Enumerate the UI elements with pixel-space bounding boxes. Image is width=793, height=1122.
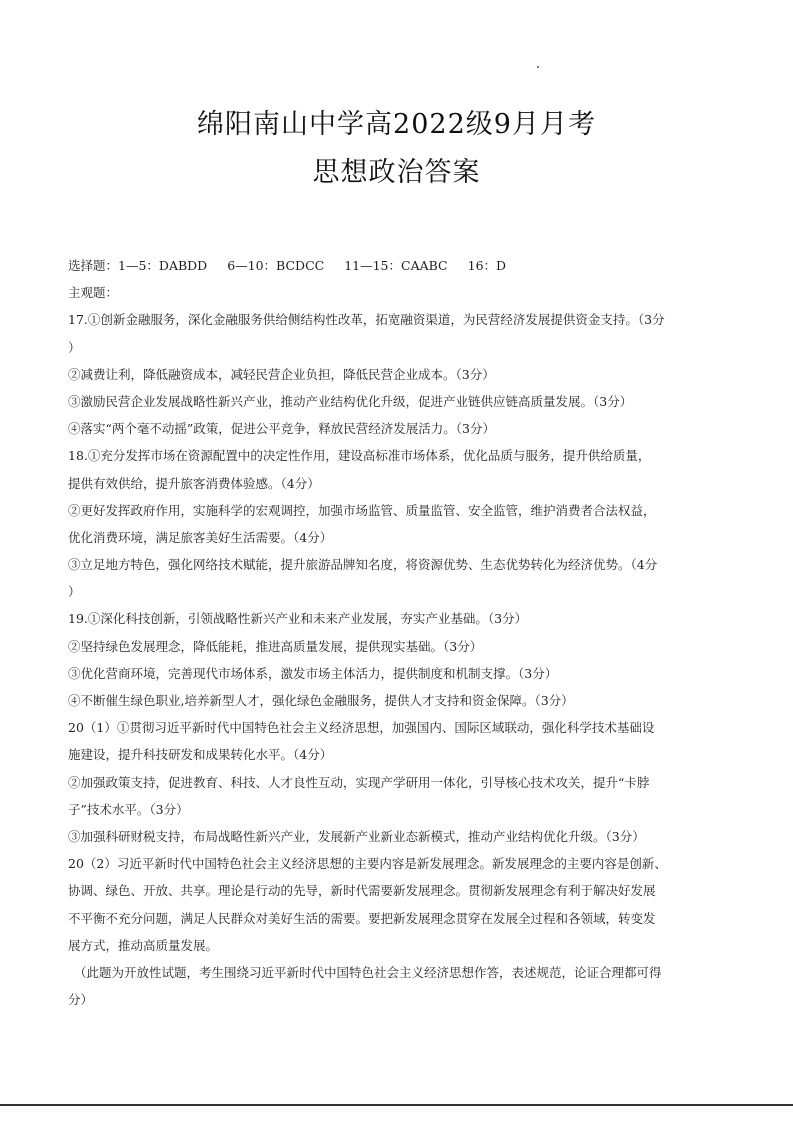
answer-line: ②更好发挥政府作用，实施科学的宏观调控，加强市场监管、质量监管、安全监管，维护消费者合法权益， bbox=[68, 502, 656, 518]
choice-group: 6—10：BCDCC bbox=[227, 258, 325, 273]
answer-line: （此题为开放性试题，考生围绕习近平新时代中国特色社会主义经济思想作答，表述规范，论证合理都可得 bbox=[74, 964, 662, 980]
answer-line: 19.①深化科技创新，引领战略性新兴产业和未来产业发展，夯实产业基础。（3分） bbox=[68, 611, 528, 627]
answer-line: ③激励民营企业发展战略性新兴产业，推动产业结构优化升级，促进产业链供应链高质量发展。（3分） bbox=[68, 393, 633, 409]
answer-line: ②坚持绿色发展理念，降低能耗，推进高质量发展，提供现实基础。（3分） bbox=[68, 638, 483, 654]
choice-group: 1—5：DABDD bbox=[118, 258, 208, 273]
scan-dot bbox=[537, 66, 539, 68]
answer-line: 20（2）习近平新时代中国特色社会主义经济思想的主要内容是新发展理念。新发展理念的主要内容是创新、 bbox=[68, 856, 667, 872]
answer-line: ④不断催生绿色职业,培养新型人才，强化绿色金融服务，提供人才支持和资金保障。（3分） bbox=[68, 693, 574, 708]
answer-line: 协调、绿色、开放、共享。理论是行动的先导，新时代需要新发展理念。贯彻新发展理念有利于解决好发展 bbox=[68, 883, 656, 899]
answer-line: 展方式，推动高质量发展。 bbox=[68, 937, 219, 953]
choice-group: 11—15：CAABC bbox=[344, 258, 448, 273]
subjective-label: 主观题： bbox=[68, 285, 119, 301]
answer-line: 子”技术水平。（3分） bbox=[68, 801, 189, 817]
answer-line: 提供有效供给，提升旅客消费体验感。（4分） bbox=[68, 475, 320, 491]
choice-label: 选择题： bbox=[68, 258, 119, 273]
page-subtitle: 思想政治答案 bbox=[312, 157, 481, 188]
answer-line: ） bbox=[68, 584, 81, 600]
answer-line: ） bbox=[68, 339, 81, 355]
answer-line: ②减费让利，降低融资成本，减轻民营企业负担，降低民营企业成本。（3分） bbox=[68, 366, 495, 382]
answer-line: 施建设，提升科技研发和成果转化水平。（4分） bbox=[68, 747, 333, 763]
answer-body bbox=[68, 252, 733, 1013]
choice-group: 16：D bbox=[467, 258, 507, 273]
answer-line: 20（1）①贯彻习近平新时代中国特色社会主义经济思想，加强国内、国际区域联动，强化科学技术基础设 bbox=[68, 720, 655, 736]
answer-line: ②加强政策支持，促进教育、科技、人才良性互动，实现产学研用一体化，引导核心技术攻关，提升“卡脖 bbox=[68, 774, 650, 790]
answer-line: 18.①充分发挥市场在资源配置中的决定性作用，建设高标准市场体系，优化品质与服务，提升供给质量， bbox=[68, 448, 651, 464]
answer-line: ③立足地方特色，强化网络技术赋能，提升旅游品牌知名度，将资源优势、生态优势转化为经济优势。（4分 bbox=[68, 557, 658, 573]
answer-line: ④落实“两个毫不动摇”政策，促进公平竞争，释放民营经济发展活力。（3分） bbox=[68, 421, 495, 437]
answer-line: 17.①创新金融服务，深化金融服务供给侧结构性改革，拓宽融资渠道，为民营经济发展提供资金支持。（3分 bbox=[68, 312, 665, 328]
choice-answers-line bbox=[68, 252, 733, 279]
answer-line: 优化消费环境，满足旅客美好生活需要。（4分） bbox=[68, 529, 333, 545]
bottom-border bbox=[0, 1104, 793, 1106]
page-title: 绵阳南山中学高2022级9月月考 bbox=[197, 109, 596, 140]
answer-line: ③优化营商环境，完善现代市场体系，激发市场主体活力，提供制度和机制支撑。（3分） bbox=[68, 665, 558, 681]
answer-line: 分） bbox=[68, 992, 94, 1008]
answer-line: ③加强科研财税支持，布局战略性新兴产业，发展新产业新业态新模式，推动产业结构优化升级。（3分） bbox=[68, 828, 645, 844]
answer-line: 不平衡不充分问题，满足人民群众对美好生活的需要。要把新发展理念贯穿在发展全过程和各领域，转变发 bbox=[68, 910, 656, 926]
